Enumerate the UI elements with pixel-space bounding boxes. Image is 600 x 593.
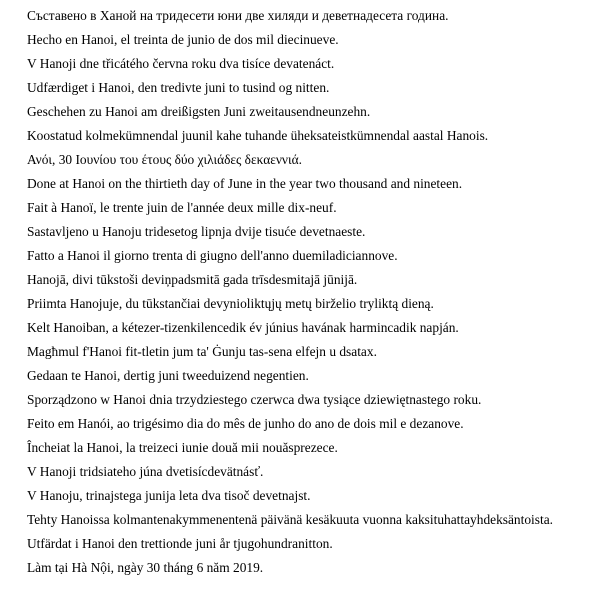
clause-french: Fait à Hanoï, le trente juin de l'année deux mille dix-neuf. (27, 200, 337, 215)
clause-dutch: Gedaan te Hanoi, dertig juni tweeduizend negentien. (27, 368, 309, 383)
clause-croatian: Sastavljeno u Hanoju tridesetog lipnja dvije tisuće devetnaeste. (27, 224, 366, 239)
clause-romanian: Încheiat la Hanoi, la treizeci iunie două mii nouăsprezece. (27, 440, 338, 455)
clause-italian: Fatto a Hanoi il giorno trenta di giugno dell'anno duemiladiciannove. (27, 248, 398, 263)
clause-portuguese: Feito em Hanói, ao trigésimo dia do mês de junho do ano de dois mil e dezanove. (27, 416, 464, 431)
clause-bulgarian: Съставено в Ханой на тридесети юни две хиляди и деветнадесета година. (27, 8, 449, 23)
clause-czech: V Hanoji dne třicátého června roku dva tisíce devatenáct. (27, 56, 335, 71)
clause-slovak: V Hanoji tridsiateho júna dvetisícdevätnásť. (27, 464, 264, 479)
clause-hungarian: Kelt Hanoiban, a kétezer-tizenkilencedik év június havának harmincadik napján. (27, 320, 459, 335)
clause-danish: Udfærdiget i Hanoi, den tredivte juni to tusind og nitten. (27, 80, 330, 95)
clause-estonian: Koostatud kolmekümnendal juunil kahe tuhande üheksateistkümnendal aastal Hanois. (27, 128, 489, 143)
clause-finnish: Tehty Hanoissa kolmantenakymmenentenä päivänä kesäkuuta vuonna kaksituhattayhdeksäntoista. (27, 512, 553, 527)
clause-german: Geschehen zu Hanoi am dreißigsten Juni zweitausendneunzehn. (27, 104, 371, 119)
clause-spanish: Hecho en Hanoi, el treinta de junio de dos mil diecinueve. (27, 32, 339, 47)
clause-vietnamese: Làm tại Hà Nội, ngày 30 tháng 6 năm 2019. (27, 560, 264, 575)
clause-swedish: Utfärdat i Hanoi den trettionde juni år tjugohundranitton. (27, 536, 333, 551)
clause-english: Done at Hanoi on the thirtieth day of June in the year two thousand and nineteen. (27, 176, 463, 191)
clause-greek: Ανόι, 30 Ιουνίου του έτους δύο χιλιάδες δεκαεννιά. (27, 152, 302, 167)
clause-slovenian: V Hanoju, trinajstega junija leta dva tisoč devetnajst. (27, 488, 311, 503)
clause-polish: Sporządzono w Hanoi dnia trzydziestego czerwca dwa tysiące dziewiętnastego roku. (27, 392, 482, 407)
clause-latvian: Hanojā, divi tūkstoši deviņpadsmitā gada trīsdesmitajā jūnijā. (27, 272, 358, 287)
clause-lithuanian: Priimta Hanojuje, du tūkstančiai devynioliktųjų metų birželio tryliktą dieną. (27, 296, 434, 311)
clause-maltese: Magħmul f'Hanoi fit-tletin jum ta' Ġunju tas-sena elfejn u dsatax. (27, 344, 377, 359)
